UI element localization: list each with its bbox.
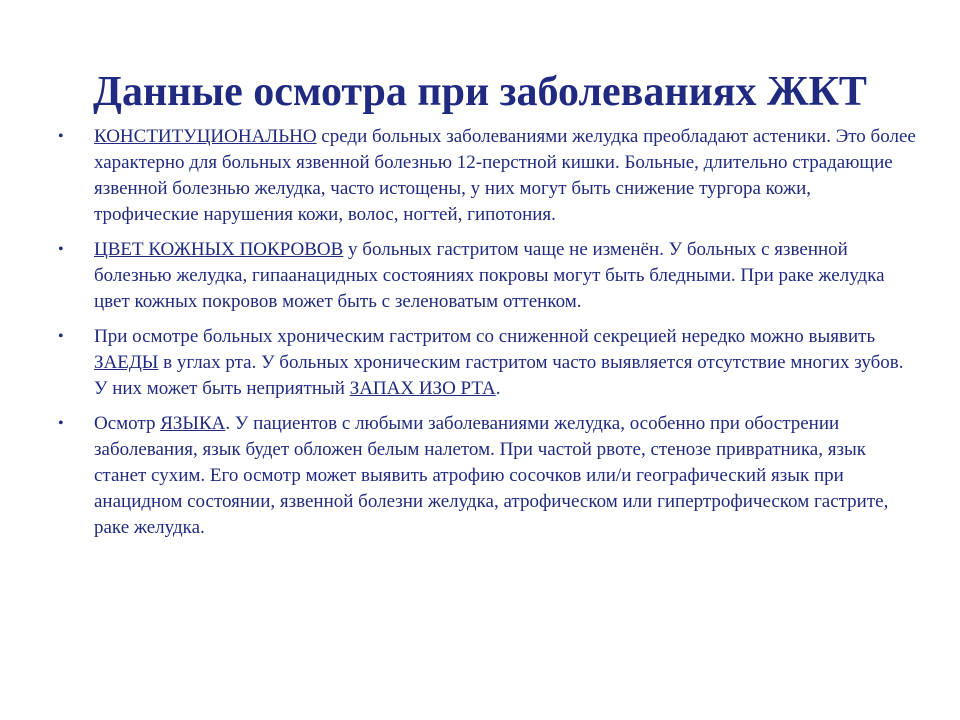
bullet-icon: • <box>58 328 64 345</box>
bullet-icon: • <box>58 241 64 258</box>
bullet-item-skin-color <box>56 237 916 315</box>
bullet-list <box>56 124 916 550</box>
bullet-item-tongue <box>56 411 916 541</box>
item-text: При осмотре больных хроническим гастритом со сниженной секрецией нередко можно выявить <box>94 326 876 347</box>
item-text: среди больных заболеваниями желудка преобладают астеники. Это более характерно для больных язвенной болезнью 12-перстной кишки. Больные, длительно страдающие язвенной болезнью желудка, часто истощены, у них могут быть снижение тургора кожи, трофические нарушения кожи, волос, ногтей, гипотония. <box>94 126 916 225</box>
bullet-item-mouth <box>56 324 916 402</box>
item-text: в углах рта. У больных хроническим гастритом часто выявляется отсутствие многих зубов. У них может быть неприятный <box>94 352 904 399</box>
term-breath-odor: ЗАПАХ ИЗО РТА <box>349 378 496 399</box>
bullet-icon: • <box>58 128 64 145</box>
bullet-item-constitution <box>56 124 916 228</box>
term-tongue: ЯЗЫКА <box>160 413 226 434</box>
slide-title: Данные осмотра при заболеваниях ЖКТ <box>93 69 867 115</box>
bullet-icon: • <box>58 415 64 432</box>
term-zaedy: ЗАЕДЫ <box>94 352 159 373</box>
term-skin-color: ЦВЕТ КОЖНЫХ ПОКРОВОВ <box>94 239 344 260</box>
term-constitution: КОНСТИТУЦИОНАЛЬНО <box>94 126 317 147</box>
item-text: у больных гастритом чаще не изменён. У больных с язвенной болезнью желудка, гипаанацидных состояниях покровы могут быть бледными. При раке желудка цвет кожных покровов может быть с зеленоватым оттенком. <box>94 239 885 312</box>
item-text: Осмотр <box>94 413 161 434</box>
item-text: . У пациентов с любыми заболеваниями желудка, особенно при обострении заболевания, язык будет обложен белым налетом. При частой рвоте, стенозе привратника, язык станет сухим. Его осмотр может выявить атрофию сосочков или/и географический язык при анацидном состоянии, язвенной болезни желудка, атрофическом или гипертрофическом гастрите, раке желудка. <box>94 413 889 538</box>
item-text: . <box>495 378 501 399</box>
